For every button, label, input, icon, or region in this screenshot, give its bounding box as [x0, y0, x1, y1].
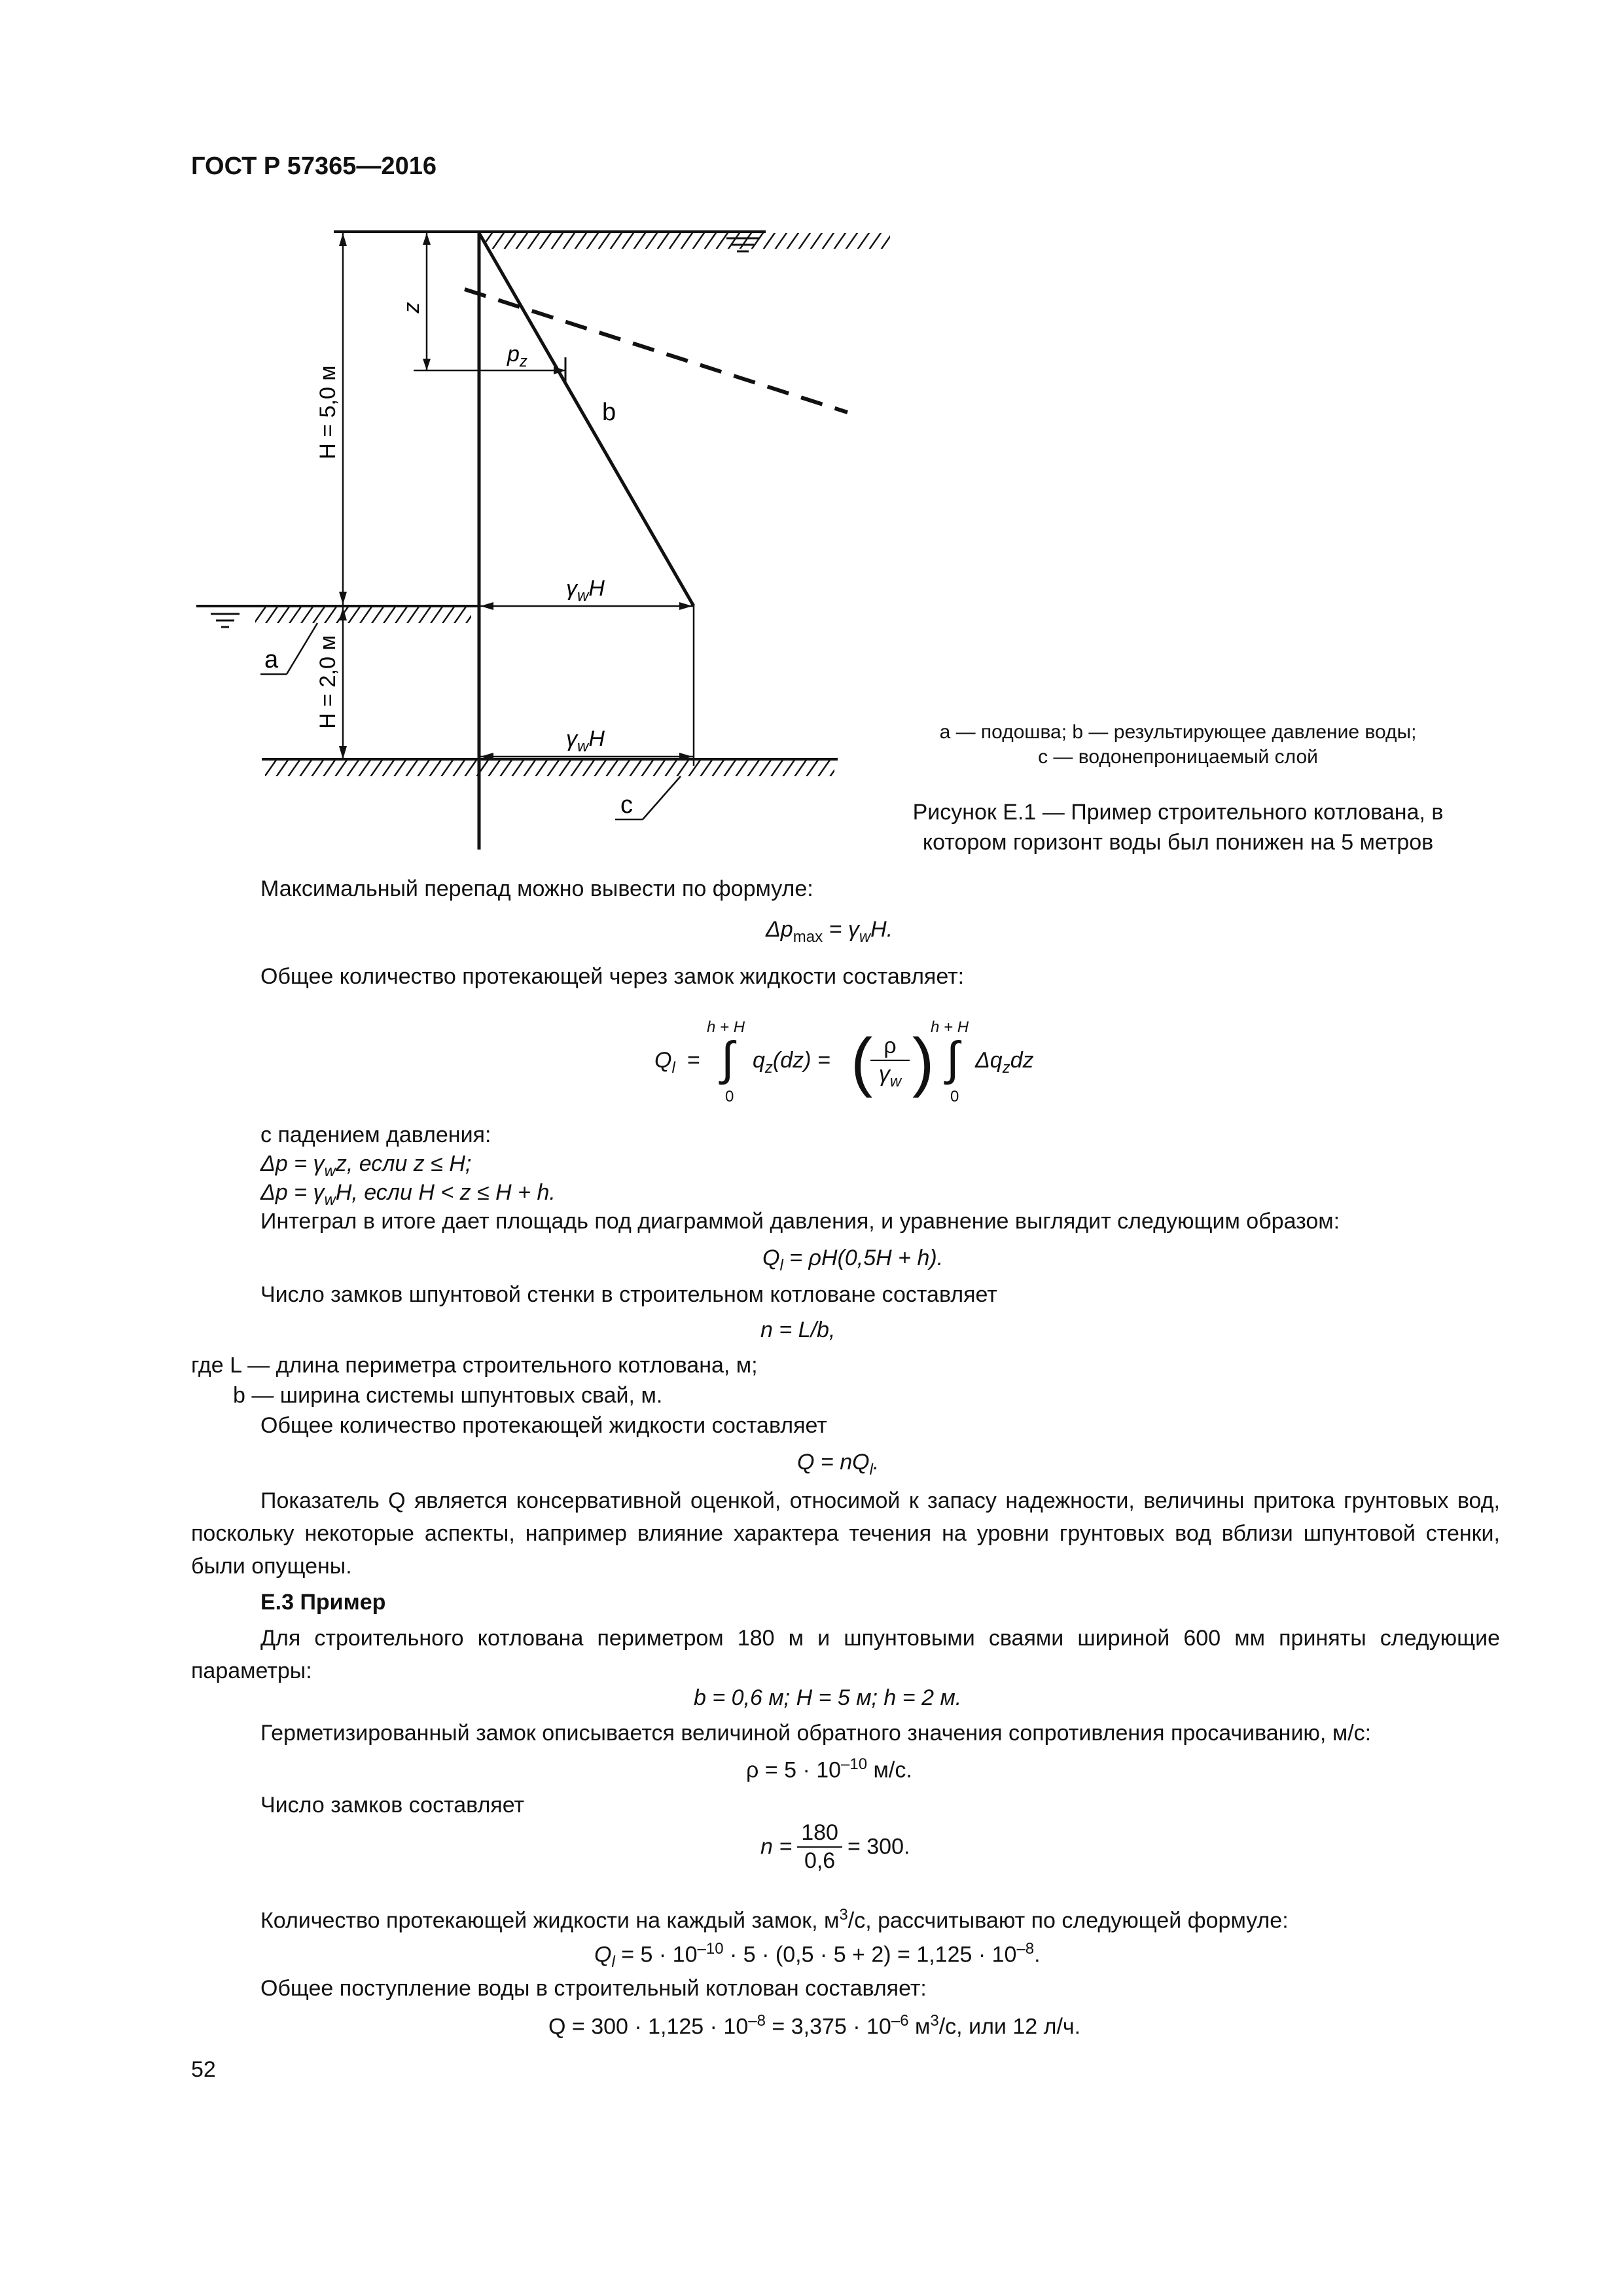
pressure-line-b — [479, 233, 694, 606]
where-line-2: b — ширина системы шпунтовых свай, м. — [233, 1383, 663, 1408]
label-H-2m: H = 2,0 м — [315, 635, 340, 729]
paragraph-1: Максимальный перепад можно вывести по формуле: — [260, 876, 813, 901]
figure-legend — [851, 720, 1505, 770]
formula-rho: $\rho = 5 \cdot 10^{-10}$ м/с. — [746, 1755, 912, 1783]
formula-params: b = 0,6 м; H = 5 м; h = 2 м. — [694, 1685, 962, 1710]
page-header: ГОСТ Р 57365—2016 — [191, 152, 437, 180]
paragraph-6: Общее количество протекающей жидкости составляет — [260, 1413, 827, 1438]
impermeable-layer-hatch — [265, 761, 834, 776]
label-pz: $p_z$ — [507, 342, 527, 370]
excavation-bottom-hatch — [255, 607, 471, 623]
condition-2: $\Delta p = \gamma_wH$, если H < z ≤ H + h. — [260, 1180, 556, 1209]
paragraph-4: Интеграл в итоге дает площадь под диаграммой давления, и уравнение выглядит следующим образом: — [260, 1209, 1340, 1234]
paragraph-3: с падением давления: — [260, 1122, 491, 1147]
label-z: z — [399, 302, 424, 314]
label-c: c — [620, 791, 633, 819]
formula-n-calc: n = $\frac{180}{0,6}$ = 300. — [760, 1820, 910, 1873]
label-b: b — [602, 399, 616, 426]
section-heading-e3: Е.3 Пример — [260, 1590, 386, 1615]
caption-line-2: котором горизонт воды был понижен на 5 метров — [922, 830, 1434, 855]
paragraph-10: Число замков составляет — [260, 1793, 525, 1818]
paragraph-12: Общее поступление воды в строительный котлован составляет: — [260, 1976, 927, 2001]
where-line-1: где L — длина периметра строительного котлована, м; — [191, 1353, 758, 1378]
legend-line-2: c — водонепроницаемый слой — [1038, 746, 1318, 768]
label-H-5m: H = 5,0 м — [315, 365, 340, 459]
figure-e1-diagram — [183, 216, 1034, 975]
legend-line-1: a — подошва; b — результирующее давление воды; — [939, 721, 1417, 743]
label-gammaw-H-top: $\gamma_wH$ — [566, 576, 605, 605]
paragraph-7: Показатель Q является консервативной оценкой, относимой к запасу надежности, величины притока грунтовых вод, поскольку некоторые аспекты, например влияние характера течения на уровни грунтовых вод вблизи шпунтовой стенки, были опущены. — [191, 1488, 1500, 1579]
formula-integral: $Q_l$ = h + H ∫ 0 $q_z(dz)$ = ( ρ $\gamma_w$ ) h + H ∫ 0 $\Delta q_zdz$ — [654, 1018, 1034, 1105]
caption-line-1: Рисунок Е.1 — Пример строительного котлована, в — [912, 800, 1444, 825]
formula-delta-p-max: $\Delta p_{max} = \gamma_wH$. — [766, 917, 893, 946]
formula-Ql: $Q_l = \rho H(0,5H + h)$. — [762, 1246, 944, 1274]
paragraph-8: Для строительного котлована периметром 180 м и шпунтовыми сваями шириной 600 мм приняты следующие параметры: — [191, 1626, 1500, 1683]
top-ground-hatch — [484, 233, 890, 249]
label-a: a — [264, 646, 279, 673]
paragraph-5: Число замков шпунтовой стенки в строительном котловане составляет — [260, 1282, 997, 1307]
formula-n: n = L/b, — [760, 1318, 836, 1342]
formula-Ql-calc: $Q_l = 5 \cdot 10^{-10} \cdot 5 \cdot (0,5 \cdot 5 + 2) = 1,125 \cdot 10^{-8}$. — [594, 1940, 1041, 1971]
figure-caption — [851, 797, 1505, 857]
paragraph-9: Герметизированный замок описывается величиной обратного значения сопротивления просачиванию, м/с: — [260, 1721, 1372, 1746]
label-gammaw-H-bottom: $\gamma_wH$ — [566, 726, 605, 755]
condition-1: $\Delta p = \gamma_wz$, если z ≤ H; — [260, 1151, 472, 1180]
paragraph-2: Общее количество протекающей через замок жидкости составляет: — [260, 964, 965, 989]
page-number: 52 — [191, 2057, 216, 2082]
paragraph-11: Количество протекающей жидкости на каждый замок, $м^3/с$, рассчитывают по следующей формуле: — [260, 1906, 1289, 1933]
water-level-symbol-mid — [211, 614, 240, 627]
formula-Q: $Q = nQ_l$. — [797, 1450, 880, 1479]
formula-Q-total: $Q = 300 \cdot 1,125 \cdot 10^{-8} = 3,375 \cdot 10^{-6}$ $м^3/с$, или 12 л/ч. — [548, 2012, 1081, 2039]
